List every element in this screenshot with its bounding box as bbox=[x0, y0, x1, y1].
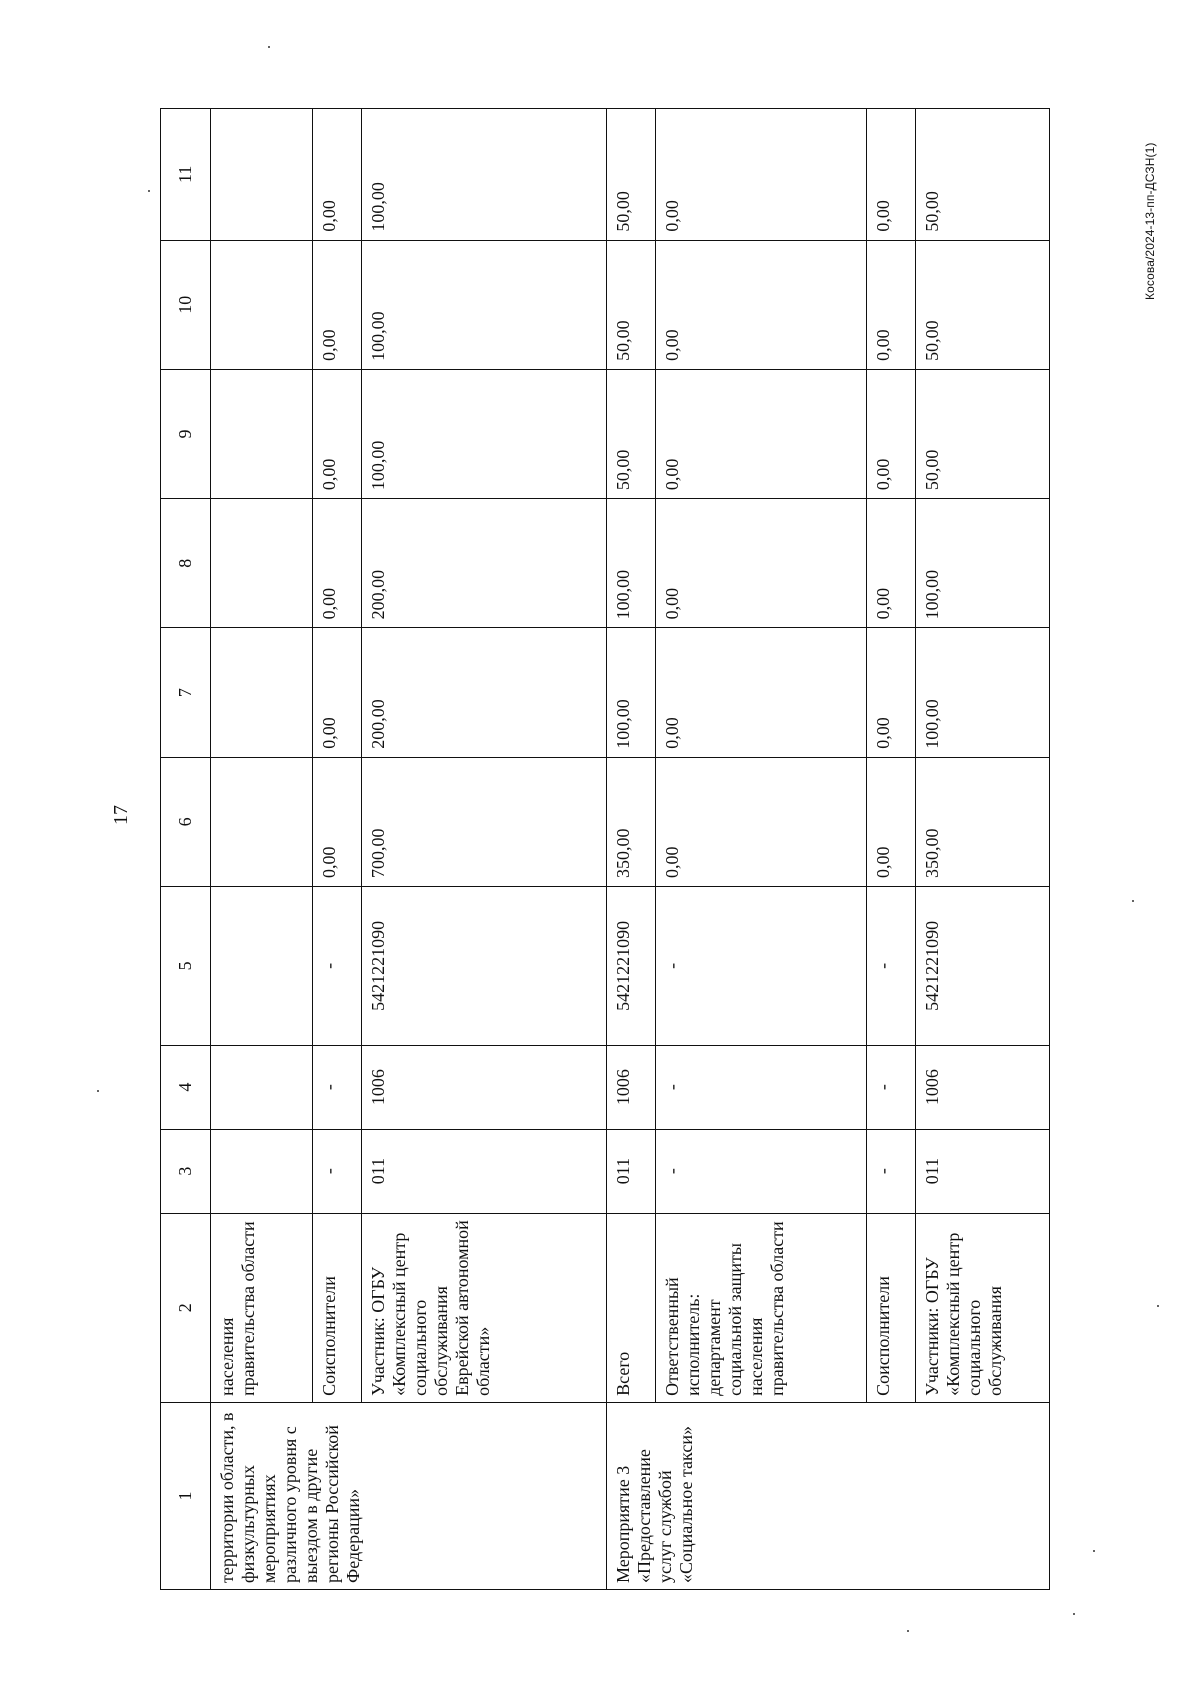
cell-col-4: 1006 bbox=[362, 1045, 607, 1129]
cell-col-7: 0,00 bbox=[867, 628, 916, 757]
header-col-4: 4 bbox=[161, 1045, 211, 1129]
cell-col-11: 50,00 bbox=[916, 109, 1050, 241]
cell bbox=[211, 1045, 313, 1129]
cell-col-4: - bbox=[313, 1045, 362, 1129]
header-col-9: 9 bbox=[161, 369, 211, 498]
cell-col-11: 0,00 bbox=[867, 109, 916, 241]
cell-col-4: - bbox=[656, 1045, 867, 1129]
cell-col-10: 0,00 bbox=[656, 240, 867, 369]
cell bbox=[211, 499, 313, 628]
header-col-3: 3 bbox=[161, 1129, 211, 1213]
table-row bbox=[211, 109, 313, 1590]
cell bbox=[211, 628, 313, 757]
page-number: 17 bbox=[110, 805, 132, 825]
cell-col-10: 100,00 bbox=[362, 240, 607, 369]
cell-col-7: 200,00 bbox=[362, 628, 607, 757]
executor-cell: Соисполнители bbox=[313, 1213, 362, 1402]
cell-col-8: 0,00 bbox=[313, 499, 362, 628]
cell-col-9: 100,00 bbox=[362, 369, 607, 498]
scan-speck bbox=[907, 1630, 909, 1632]
cell-col-6: 700,00 bbox=[362, 757, 607, 886]
cell-col-11: 0,00 bbox=[656, 109, 867, 241]
cell-col-9: 0,00 bbox=[867, 369, 916, 498]
cell-col-9: 0,00 bbox=[656, 369, 867, 498]
executor-cell: Всего bbox=[607, 1213, 656, 1402]
cell-col-7: 100,00 bbox=[607, 628, 656, 757]
measure-cell: территории области, в физкультурных мероприятиях различного уровня с выездом в другие регионы Российской Федерации» bbox=[211, 1402, 607, 1589]
header-col-7: 7 bbox=[161, 628, 211, 757]
cell-col-5: - bbox=[867, 886, 916, 1045]
header-col-2: 2 bbox=[161, 1213, 211, 1402]
table-row bbox=[313, 109, 362, 1590]
cell-col-3: 011 bbox=[362, 1129, 607, 1213]
executor-cell: Ответственный исполнитель: департамент социальной защиты населения правительства области bbox=[656, 1213, 867, 1402]
scan-speck bbox=[1073, 1613, 1075, 1615]
cell-col-7: 0,00 bbox=[656, 628, 867, 757]
cell-col-3: 011 bbox=[916, 1129, 1050, 1213]
cell bbox=[211, 240, 313, 369]
table-row bbox=[867, 109, 916, 1590]
document-code: Косова/2024-13-пп-ДСЗН(1) bbox=[1143, 142, 1157, 300]
cell-col-5: - bbox=[656, 886, 867, 1045]
executor-cell: Соисполнители bbox=[867, 1213, 916, 1402]
header-col-11: 11 bbox=[161, 109, 211, 241]
cell-col-3: - bbox=[867, 1129, 916, 1213]
cell-col-10: 50,00 bbox=[607, 240, 656, 369]
cell-col-8: 100,00 bbox=[607, 499, 656, 628]
header-row bbox=[161, 109, 211, 1590]
cell-col-7: 0,00 bbox=[313, 628, 362, 757]
cell-col-5: 5421221090 bbox=[916, 886, 1050, 1045]
header-col-6: 6 bbox=[161, 757, 211, 886]
cell bbox=[211, 109, 313, 241]
executor-cell: Участники: ОГБУ «Комплексный центр социального обслуживания bbox=[916, 1213, 1050, 1402]
cell-col-6: 0,00 bbox=[313, 757, 362, 886]
scan-speck bbox=[1093, 1550, 1095, 1552]
cell-col-4: 1006 bbox=[607, 1045, 656, 1129]
cell-col-8: 0,00 bbox=[867, 499, 916, 628]
cell-col-5: 5421221090 bbox=[362, 886, 607, 1045]
table-row bbox=[656, 109, 867, 1590]
header-col-1: 1 bbox=[161, 1402, 211, 1589]
cell-col-6: 0,00 bbox=[867, 757, 916, 886]
cell-col-9: 50,00 bbox=[916, 369, 1050, 498]
executor-cell: Участник: ОГБУ «Комплексный центр социального обслуживания Еврейской автономной области» bbox=[362, 1213, 607, 1402]
cell-col-5: - bbox=[313, 886, 362, 1045]
cell-col-6: 350,00 bbox=[916, 757, 1050, 886]
cell-col-6: 350,00 bbox=[607, 757, 656, 886]
cell-col-10: 50,00 bbox=[916, 240, 1050, 369]
scan-speck bbox=[1157, 1305, 1159, 1307]
cell-col-3: - bbox=[313, 1129, 362, 1213]
cell-col-4: - bbox=[867, 1045, 916, 1129]
cell-col-9: 0,00 bbox=[313, 369, 362, 498]
cell-col-3: 011 bbox=[607, 1129, 656, 1213]
cell-col-11: 0,00 bbox=[313, 109, 362, 241]
cell-col-6: 0,00 bbox=[656, 757, 867, 886]
financing-table bbox=[160, 108, 1050, 1590]
cell-col-10: 0,00 bbox=[867, 240, 916, 369]
table-row bbox=[916, 109, 1050, 1590]
scan-speck bbox=[97, 1090, 99, 1092]
scan-speck bbox=[1132, 900, 1134, 902]
cell-col-7: 100,00 bbox=[916, 628, 1050, 757]
cell-col-5: 5421221090 bbox=[607, 886, 656, 1045]
cell-col-9: 50,00 bbox=[607, 369, 656, 498]
cell-col-10: 0,00 bbox=[313, 240, 362, 369]
cell-col-11: 50,00 bbox=[607, 109, 656, 241]
cell-col-8: 0,00 bbox=[656, 499, 867, 628]
header-col-8: 8 bbox=[161, 499, 211, 628]
cell-col-3: - bbox=[656, 1129, 867, 1213]
cell bbox=[211, 757, 313, 886]
header-col-10: 10 bbox=[161, 240, 211, 369]
cell bbox=[211, 886, 313, 1045]
executor-cell: населения правительства области bbox=[211, 1213, 313, 1402]
cell-col-8: 100,00 bbox=[916, 499, 1050, 628]
scan-speck bbox=[148, 190, 150, 192]
cell-col-11: 100,00 bbox=[362, 109, 607, 241]
header-col-5: 5 bbox=[161, 886, 211, 1045]
cell-col-4: 1006 bbox=[916, 1045, 1050, 1129]
table-row bbox=[607, 109, 656, 1590]
measure-cell: Мероприятие 3 «Предоставление услуг службой «Социальное такси» bbox=[607, 1402, 1050, 1589]
table-row bbox=[362, 109, 607, 1590]
cell bbox=[211, 1129, 313, 1213]
scan-speck bbox=[268, 46, 270, 48]
cell-col-8: 200,00 bbox=[362, 499, 607, 628]
rotated-table-container bbox=[160, 108, 1050, 1590]
cell bbox=[211, 369, 313, 498]
